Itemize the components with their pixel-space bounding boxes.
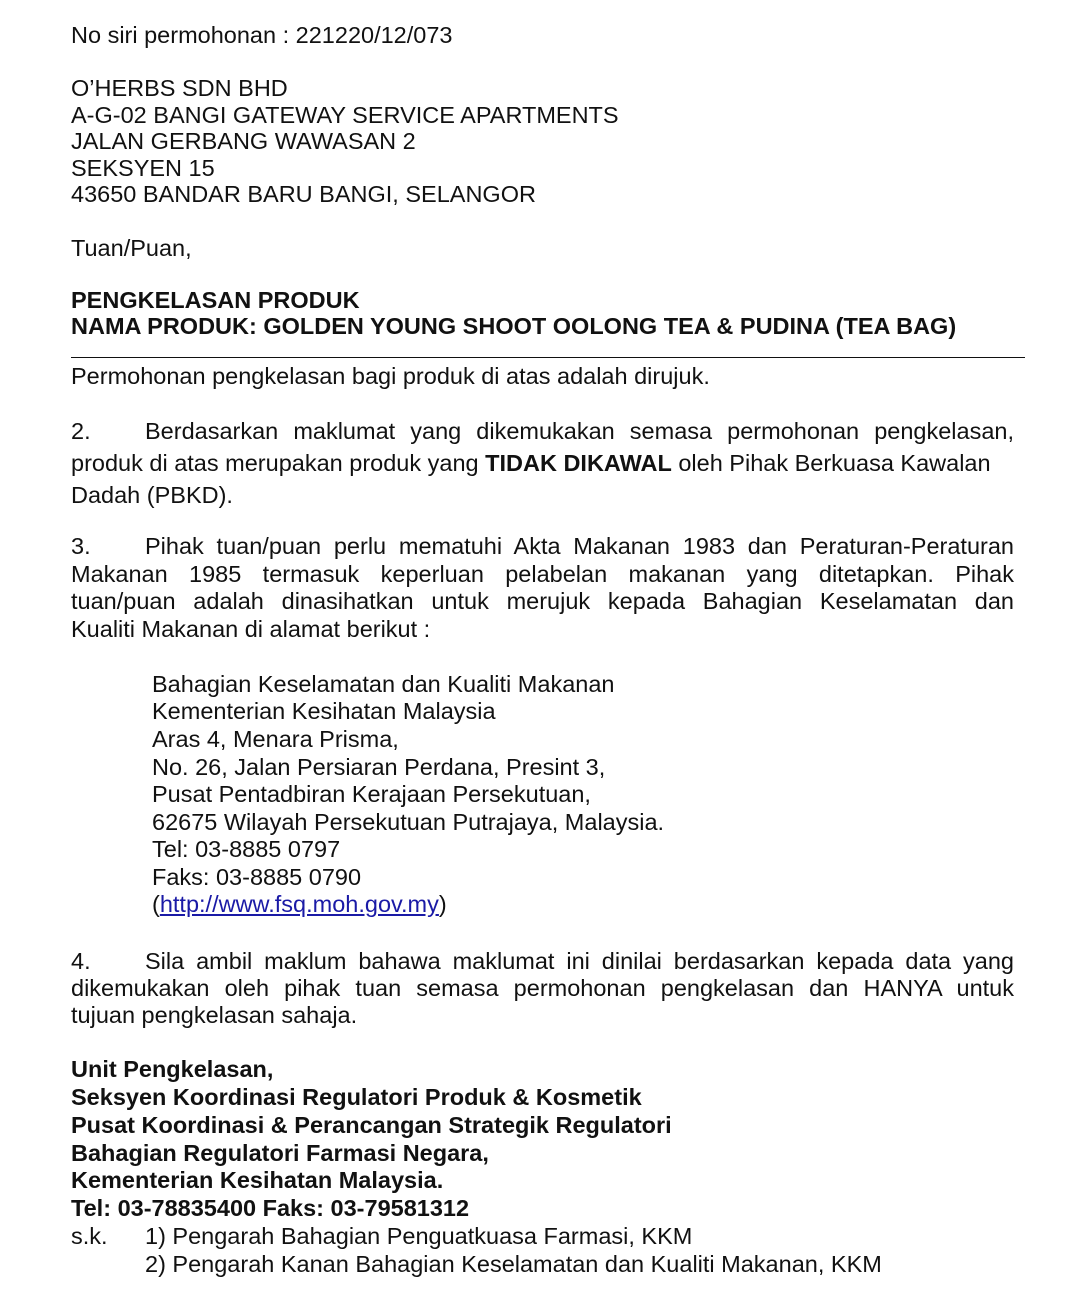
agency-fax: Faks: 03-8885 0790 xyxy=(152,864,362,890)
paragraph-number: 3. xyxy=(71,533,91,559)
addressee-line: 43650 BANDAR BARU BANGI, SELANGOR xyxy=(71,181,536,207)
paragraph-line: Berdasarkan maklumat yang dikemukakan semasa permohonan pengkelasan, xyxy=(145,418,1014,444)
signature-line: Pusat Koordinasi & Perancangan Strategik Regulatori xyxy=(71,1112,672,1138)
salutation: Tuan/Puan, xyxy=(71,235,192,261)
paragraph-line: tuan/puan adalah dinasihatkan untuk merujuk kepada Bahagian Keselamatan dan xyxy=(71,588,1014,614)
paragraph-line: produk di atas merupakan produk yang xyxy=(71,450,486,476)
agency-line: Bahagian Keselamatan dan Kualiti Makanan xyxy=(152,671,615,697)
subject-divider xyxy=(71,357,1025,358)
paragraph-line: Dadah (PBKD). xyxy=(71,482,233,508)
addressee-line: A-G-02 BANGI GATEWAY SERVICE APARTMENTS xyxy=(71,102,619,128)
cc-item: 1) Pengarah Bahagian Penguatkuasa Farmasi, KKM xyxy=(145,1223,693,1249)
paragraph-line: Pihak tuan/puan perlu mematuhi Akta Makanan 1983 dan Peraturan-Peraturan xyxy=(145,533,1014,559)
paragraph-line: tujuan pengkelasan sahaja. xyxy=(71,1002,358,1028)
cc-label: s.k. xyxy=(71,1223,108,1249)
agency-line: Aras 4, Menara Prisma, xyxy=(152,726,399,752)
signature-line: Unit Pengkelasan, xyxy=(71,1056,274,1082)
paren-open: ( xyxy=(152,891,160,917)
addressee-line: SEKSYEN 15 xyxy=(71,155,215,181)
signature-line: Kementerian Kesihatan Malaysia. xyxy=(71,1167,444,1193)
addressee-line: JALAN GERBANG WAWASAN 2 xyxy=(71,128,416,154)
agency-line: Pusat Pentadbiran Kerajaan Persekutuan, xyxy=(152,781,591,807)
paren-close: ) xyxy=(438,891,447,917)
cc-item: 2) Pengarah Kanan Bahagian Keselamatan dan Kualiti Makanan, KKM xyxy=(145,1251,882,1277)
status-emphasis: TIDAK DIKAWAL xyxy=(485,450,672,476)
intro-paragraph: Permohonan pengkelasan bagi produk di atas adalah dirujuk. xyxy=(71,363,710,389)
paragraph-line: Kualiti Makanan di alamat berikut : xyxy=(71,616,431,642)
agency-line: Kementerian Kesihatan Malaysia xyxy=(152,698,496,724)
addressee-line: O’HERBS SDN BHD xyxy=(71,75,288,101)
paragraph-line: Sila ambil maklum bahawa maklumat ini dinilai berdasarkan kepada data yang xyxy=(145,948,1014,974)
signature-contact: Tel: 03-78835400 Faks: 03-79581312 xyxy=(71,1195,470,1221)
agency-line: 62675 Wilayah Persekutuan Putrajaya, Malaysia. xyxy=(152,809,665,835)
paragraph-line: oleh Pihak Berkuasa Kawalan xyxy=(671,450,991,476)
paragraph-line: Makanan 1985 termasuk keperluan pelabelan makanan yang ditetapkan. Pihak xyxy=(71,561,1014,587)
agency-website-link[interactable]: http://www.fsq.moh.gov.my xyxy=(159,891,439,917)
signature-line: Seksyen Koordinasi Regulatori Produk & Kosmetik xyxy=(71,1084,642,1110)
paragraph-number: 2. xyxy=(71,418,91,444)
subject-title: PENGKELASAN PRODUK xyxy=(71,287,360,313)
paragraph-line: dikemukakan oleh pihak tuan semasa permohonan pengkelasan dan HANYA untuk xyxy=(71,975,1014,1001)
reference-number: No siri permohonan : 221220/12/073 xyxy=(71,22,453,48)
agency-phone: Tel: 03-8885 0797 xyxy=(152,836,341,862)
product-name: NAMA PRODUK: GOLDEN YOUNG SHOOT OOLONG TEA & PUDINA (TEA BAG) xyxy=(71,313,957,339)
agency-line: No. 26, Jalan Persiaran Perdana, Presint 3, xyxy=(152,754,606,780)
signature-line: Bahagian Regulatori Farmasi Negara, xyxy=(71,1140,489,1166)
paragraph-number: 4. xyxy=(71,948,91,974)
